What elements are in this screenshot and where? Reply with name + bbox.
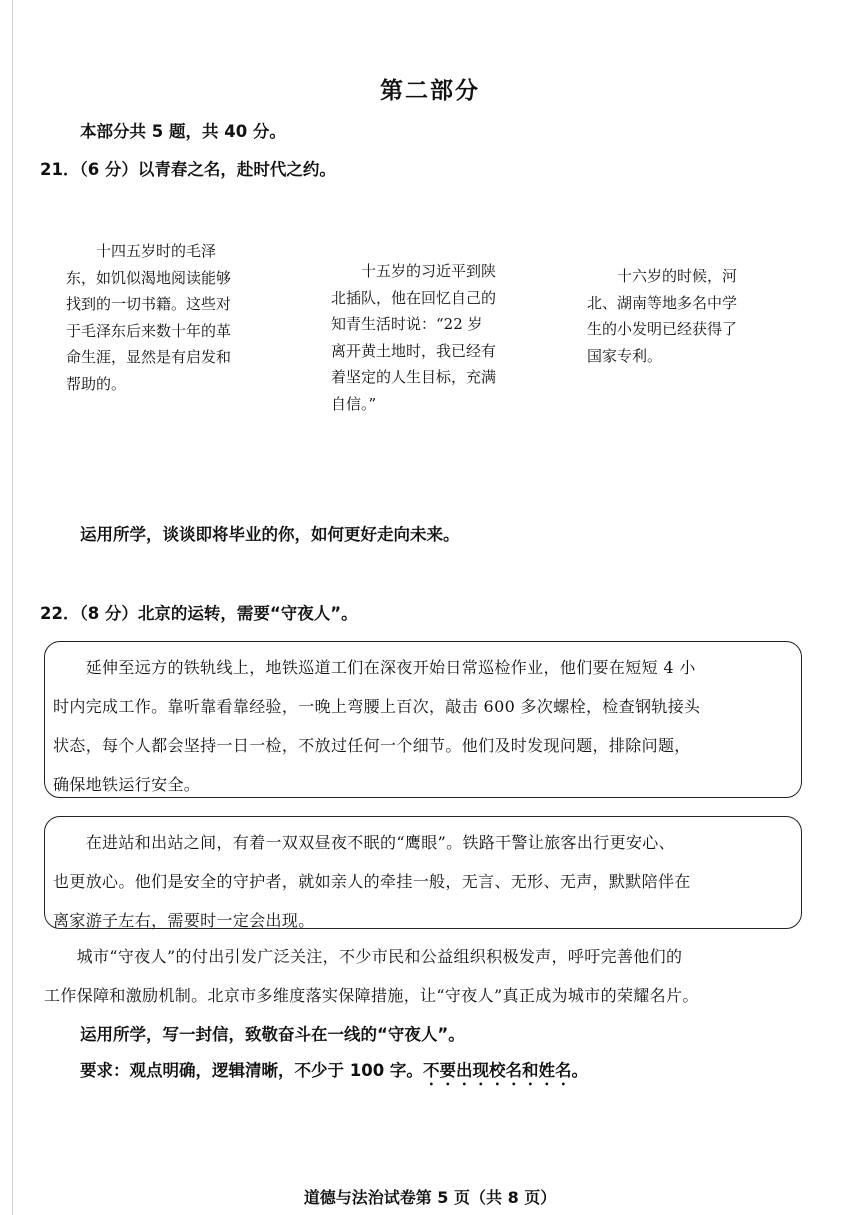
q21-heading: 21．（6 分）以青春之名，赴时代之约。	[40, 160, 336, 179]
section-title: 第二部分	[380, 78, 480, 104]
page-edge	[12, 0, 13, 1215]
box-line: 在进站和出站之间，有着一双双昼夜不眠的“鹰眼”。铁路干警让旅客出行更安心、	[53, 833, 676, 852]
body-line: 工作保障和激励机制。北京市多维度落实保障措施，让“守夜人”真正成为城市的荣耀名片。	[44, 986, 699, 1005]
quote-line: 着坚定的人生目标，充满	[331, 368, 497, 386]
page-footer: 道德与法治试卷第 5 页（共 8 页）	[303, 1188, 557, 1207]
box-line: 时内完成工作。靠听靠看靠经验，一晚上弯腰上百次，敲击 600 多次螺栓，检查钢轨接头	[53, 697, 701, 716]
quote-line: 于毛泽东后来数十年的革	[66, 321, 232, 340]
q21-quote-mao	[66, 238, 231, 397]
quote-line: 十六岁的时候，河	[587, 267, 738, 285]
q21-quote-xi	[331, 258, 496, 417]
quote-line: 自信。”	[331, 394, 377, 413]
quote-line: 国家专利。	[587, 346, 663, 365]
q22-heading: 22．（8 分）北京的运转，需要“守夜人”。	[40, 604, 358, 623]
quote-line: 十四五岁时的毛泽	[66, 242, 217, 260]
quote-line: 十五岁的习近平到陕	[331, 262, 497, 280]
q22-requirement	[80, 1059, 588, 1089]
q22-body	[44, 937, 804, 1015]
requirement-end: 。	[571, 1061, 588, 1080]
q22-material-box-railway	[44, 816, 802, 929]
quote-line: 生的小发明已经获得了	[587, 320, 738, 338]
section-intro: 本部分共 5 题，共 40 分。	[80, 122, 286, 141]
requirement-emphasis: 不要出现校名和姓名	[422, 1061, 572, 1080]
q21-prompt: 运用所学，谈谈即将毕业的你，如何更好走向未来。	[80, 525, 460, 544]
box-line: 延伸至远方的铁轨线上，地铁巡道工们在深夜开始日常巡检作业，他们要在短短 4 小	[53, 658, 696, 677]
quote-line: 北、湖南等地多名中学	[587, 293, 738, 312]
quote-line: 北插队，他在回忆自己的	[331, 288, 497, 307]
box-line: 离家游子左右，需要时一定会出现。	[53, 911, 315, 930]
quote-line: 找到的一切书籍。这些对	[66, 295, 232, 313]
box-line: 确保地铁运行安全。	[53, 775, 201, 794]
q22-task: 运用所学，写一封信，致敬奋斗在一线的“守夜人”。	[80, 1025, 465, 1044]
q21-quote-students	[587, 263, 737, 369]
quote-line: 离开黄土地时，我已经有	[331, 341, 497, 360]
requirement-text: 要求：观点明确，逻辑清晰，不少于 100 字。	[80, 1061, 423, 1080]
box-line: 状态，每个人都会坚持一日一检，不放过任何一个细节。他们及时发现问题，排除问题，	[53, 736, 691, 755]
body-line: 城市“守夜人”的付出引发广泛关注，不少市民和公益组织积极发声，呼吁完善他们的	[44, 947, 683, 966]
quote-line: 命生涯，显然是有启发和	[66, 348, 232, 366]
quote-line: 帮助的。	[66, 374, 127, 393]
quote-line: 东，如饥似渴地阅读能够	[66, 268, 232, 287]
q22-material-box-subway	[44, 641, 802, 798]
box-line: 也更放心。他们是安全的守护者，就如亲人的牵挂一般，无言、无形、无声，默默陪伴在	[53, 872, 691, 891]
quote-line: 知青生活时说：“22 岁	[331, 315, 483, 333]
